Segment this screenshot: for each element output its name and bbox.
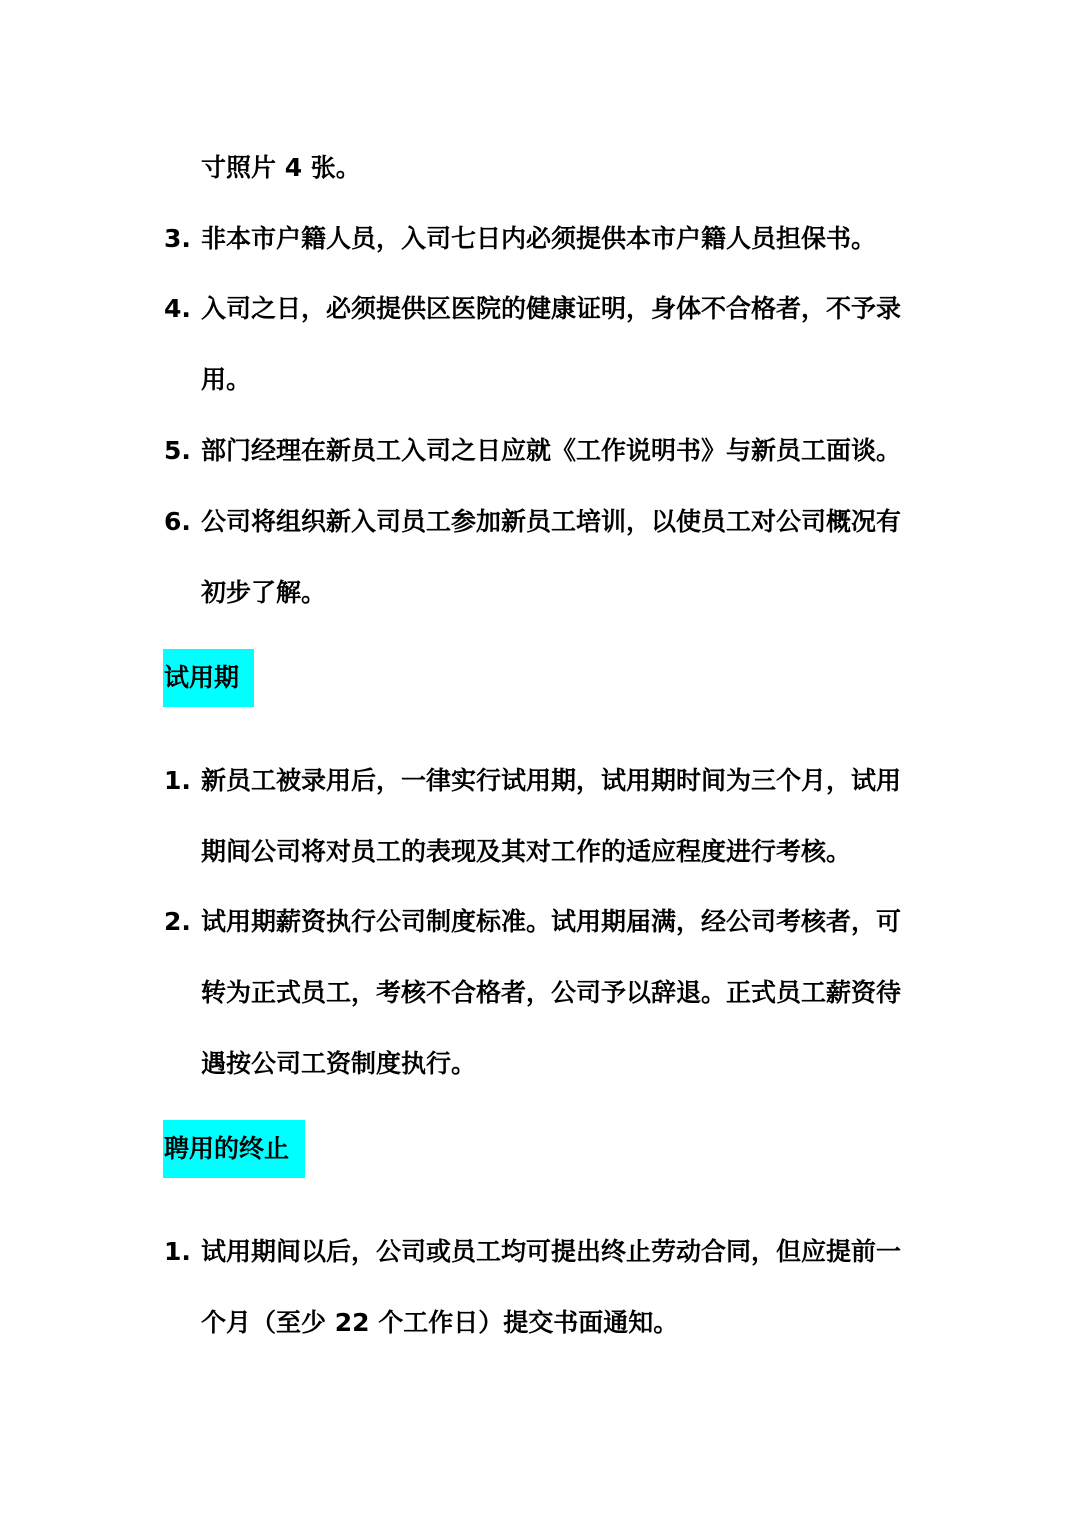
list-item-number: 4. [164, 294, 191, 323]
list-item-number: 6. [164, 507, 191, 536]
list-item-text: 非本市户籍人员，入司七日内必须提供本市户籍人员担保书。 [201, 224, 877, 253]
list-item-text: 期间公司将对员工的表现及其对工作的适应程度进行考核。 [201, 837, 852, 866]
list-item-number: 1. [164, 1237, 191, 1266]
list-item-text: 个月（至少 22 个工作日）提交书面通知。 [201, 1308, 679, 1337]
list-item-text: 部门经理在新员工入司之日应就《工作说明书》与新员工面谈。 [201, 436, 902, 465]
list-item-text: 入司之日，必须提供区医院的健康证明，身体不合格者，不予录 [201, 294, 902, 323]
list-item-text: 初步了解。 [201, 578, 327, 607]
list-item-text: 转为正式员工，考核不合格者，公司予以辞退。正式员工薪资待 [201, 978, 902, 1007]
list-item-text: 用。 [201, 365, 252, 394]
list-item-text: 公司将组织新入司员工参加新员工培训，以使员工对公司概况有 [201, 507, 902, 536]
list-item-text: 新员工被录用后，一律实行试用期，试用期时间为三个月，试用 [201, 766, 902, 795]
section-heading-termination: 聘用的终止 [163, 1120, 305, 1178]
list-item-number: 1. [164, 766, 191, 795]
list-item-number: 2. [164, 907, 191, 936]
list-item-number: 3. [164, 224, 191, 253]
list-item-text: 试用期薪资执行公司制度标准。试用期届满，经公司考核者，可 [201, 907, 902, 936]
list-item-text: 试用期间以后，公司或员工均可提出终止劳动合同，但应提前一 [201, 1237, 902, 1266]
list-item-number: 5. [164, 436, 191, 465]
section-heading-probation: 试用期 [163, 649, 254, 707]
list-item-text: 遇按公司工资制度执行。 [201, 1049, 477, 1078]
continuation-text: 寸照片 4 张。 [201, 153, 361, 182]
